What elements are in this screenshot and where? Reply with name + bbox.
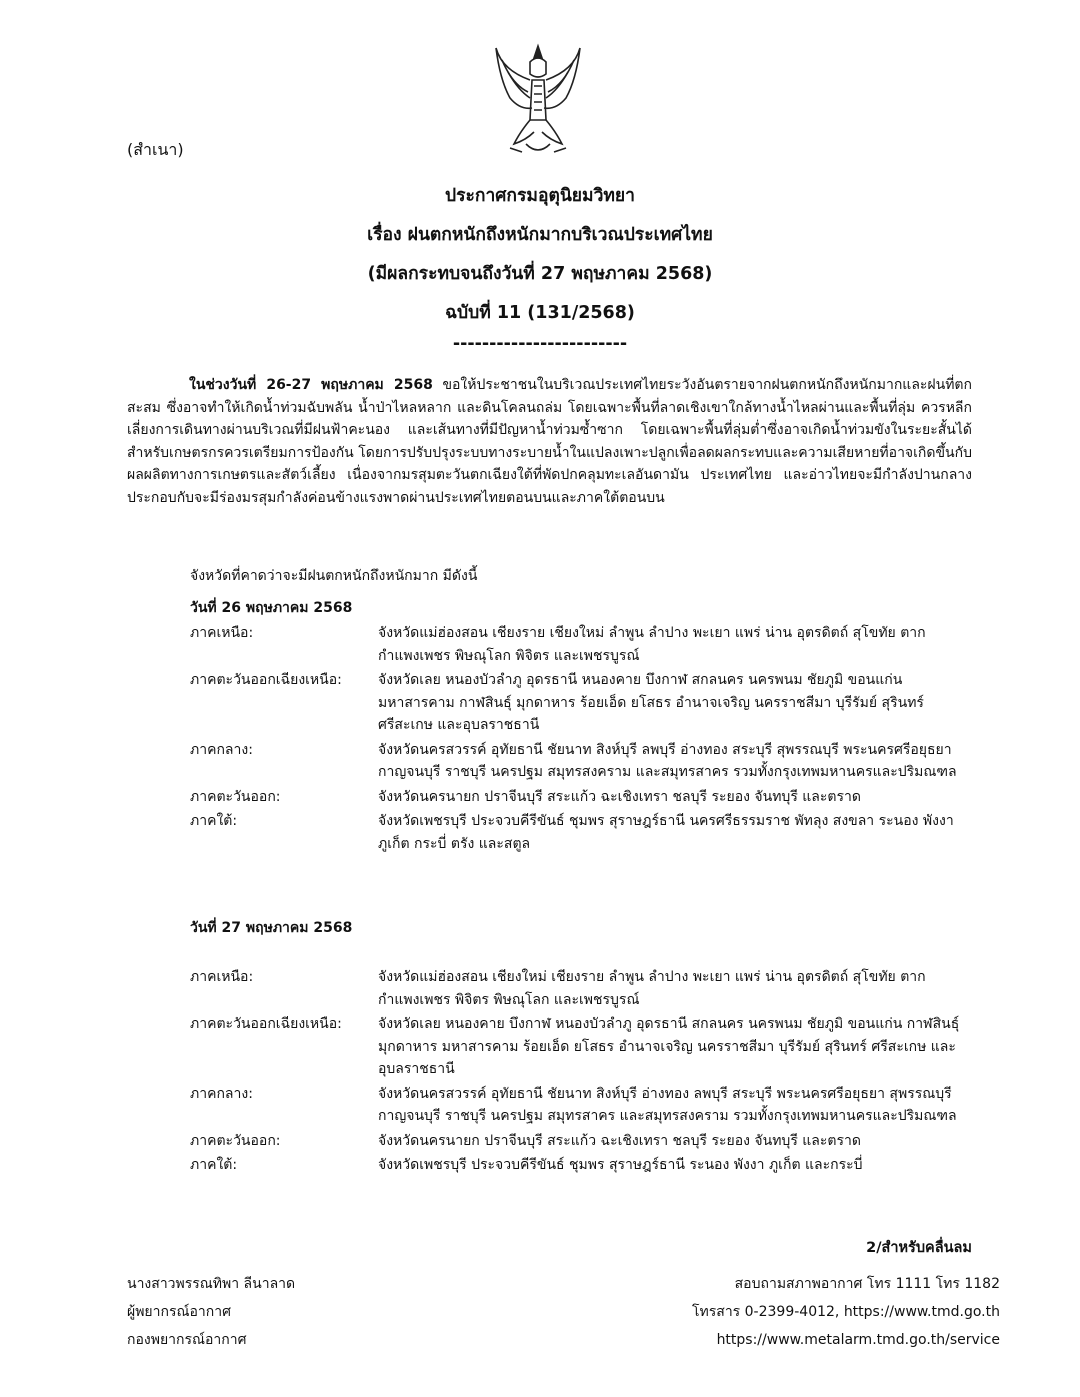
announcement-paragraph: [127, 374, 972, 509]
region-row: [190, 739, 980, 784]
region-row: [190, 966, 980, 1011]
region-name: ภาคใต้:: [190, 813, 238, 829]
title-separator: ------------------------: [452, 334, 628, 354]
region-row: [190, 1013, 980, 1081]
region-name: ภาคตะวันออกเฉียงเหนือ:: [190, 672, 342, 688]
contact-fax-website[interactable]: โทรสาร 0-2399-4012, https://www.tmd.go.th: [692, 1304, 1000, 1320]
provinces-intro: จังหวัดที่คาดว่าจะมีฝนตกหนักถึงหนักมาก มีดังนี้: [190, 568, 478, 584]
contact-service-link[interactable]: https://www.metalarm.tmd.go.th/service: [716, 1332, 1000, 1348]
region-row: [190, 622, 980, 667]
announcement-effective-date: (มีผลกระทบจนถึงวันที่ 27 พฤษภาคม 2568): [367, 264, 713, 284]
copy-label: (สำเนา): [127, 140, 184, 159]
region-name: ภาคเหนือ:: [190, 625, 254, 641]
announcement-issue-number: ฉบับที่ 11 (131/2568): [445, 303, 635, 323]
region-provinces: จังหวัดเพชรบุรี ประจวบคีรีขันธ์ ชุมพร สุราษฎร์ธานี นครศรีธรรมราช พัทลุง สงขลา ระนอง พังงา ภูเก็ต กระบี่ ตรัง และสตูล: [378, 813, 954, 852]
region-provinces: จังหวัดนครสวรรค์ อุทัยธานี ชัยนาท สิงห์บุรี ลพบุรี อ่างทอง สระบุรี สุพรรณบุรี พระนครศรีอยุธยา กาญจนบุรี ราชบุรี นครปฐม สมุทรสงคราม และสมุทรสาคร รวมทั้งกรุงเทพมหานครและปริมณฑล: [378, 741, 957, 780]
region-name: ภาคใต้:: [190, 1157, 238, 1173]
region-row: [190, 1083, 980, 1128]
region-row: [190, 786, 980, 809]
region-name: ภาคตะวันออก:: [190, 788, 281, 805]
region-provinces: จังหวัดเลย หนองบัวลำภู อุดรธานี หนองคาย บึงกาฬ สกลนคร นครพนม ชัยภูมิ ขอนแก่น มหาสารคาม กาฬสินธุ์ มุกดาหาร ร้อยเอ็ด ยโสธร อำนาจเจริญ นครราชสีมา บุรีรัมย์ สุรินทร์ ศรีสะเกษ และอุบลราชธานี: [378, 672, 924, 733]
day-1-date: วันที่ 26 พฤษภาคม 2568: [190, 600, 353, 616]
region-provinces: จังหวัดแม่ฮ่องสอน เชียงราย เชียงใหม่ ลำพูน ลำปาง พะเยา แพร่ น่าน อุตรดิตถ์ สุโขทัย ตาก กำแพงเพชร พิษณุโลก พิจิตร และเพชรบูรณ์: [378, 625, 926, 664]
contact-phone: สอบถามสภาพอากาศ โทร 1111 โทร 1182: [734, 1276, 1000, 1292]
region-name: ภาคกลาง:: [190, 1085, 253, 1102]
region-row: [190, 669, 980, 737]
region-provinces: จังหวัดนครนายก ปราจีนบุรี สระแก้ว ฉะเชิงเทรา ชลบุรี ระยอง จันทบุรี และตราด: [378, 1132, 861, 1149]
garuda-emblem-icon: [490, 40, 586, 160]
day-2-date: วันที่ 27 พฤษภาคม 2568: [190, 920, 353, 936]
region-row: [190, 1130, 980, 1153]
region-row: [190, 1154, 980, 1177]
next-page-reference: 2/สำหรับคลื่นลม: [866, 1240, 972, 1256]
region-name: ภาคกลาง:: [190, 741, 253, 758]
day-1-regions: [190, 622, 980, 857]
forecaster-division: กองพยากรณ์อากาศ: [127, 1332, 247, 1348]
signature-block: [127, 1270, 295, 1354]
forecaster-name: นางสาวพรรณทิพา ลีนาลาด: [127, 1276, 296, 1292]
region-provinces: จังหวัดนครนายก ปราจีนบุรี สระแก้ว ฉะเชิงเทรา ชลบุรี ระยอง จันทบุรี และตราด: [378, 788, 861, 805]
region-name: ภาคเหนือ:: [190, 969, 254, 985]
region-name: ภาคตะวันออก:: [190, 1132, 281, 1149]
region-provinces: จังหวัดแม่ฮ่องสอน เชียงใหม่ เชียงราย ลำพูน ลำปาง พะเยา แพร่ น่าน อุตรดิตถ์ สุโขทัย ตาก กำแพงเพชร พิจิตร พิษณุโลก และเพชรบูรณ์: [378, 969, 926, 1008]
region-provinces: จังหวัดเลย หนองคาย บึงกาฬ หนองบัวลำภู อุดรธานี สกลนคร นครพนม ชัยภูมิ ขอนแก่น กาฬสินธุ์ มุกดาหาร มหาสารคาม ร้อยเอ็ด ยโสธร อำนาจเจริญ นครราชสีมา บุรีรัมย์ สุรินทร์ ศรีสะเกษ และอุบลราชธานี: [378, 1016, 960, 1077]
contact-block: [692, 1270, 1000, 1354]
paragraph-body: ขอให้ประชาชนในบริเวณประเทศไทยระวังอันตรายจากฝนตกหนักถึงหนักมากและฝนที่ตกสะสม ซึ่งอาจทำให้เกิดน้ำท่วมฉับพลัน น้ำป่าไหลหลาก และดินโคลนถล่ม โดยเฉพาะพื้นที่ลาดเชิงเขาใกล้ทางน้ำไหลผ่านและพื้นที่ลุ่ม ควรหลีกเลี่ยงการเดินทางผ่านบริเวณที่มีฝนฟ้าคะนอง และเส้นทางที่มีปัญหาน้ำท่วมซ้ำซาก โดยเฉพาะพื้นที่ลุ่มต่ำซึ่งอาจเกิดน้ำท่วมขังในระยะสั้นได้ สำหรับเกษตรกรควรเตรียมการป้องกัน โดยการปรับปรุงระบบทางระบายน้ำในแปลงเพาะปลูกเพื่อลดผลกระทบและความเสียหายที่อาจเกิดขึ้นกับผลผลิตทางการเกษตรและสัตว์เลี้ยง เนื่องจากมรสุมตะวันตกเฉียงใต้ที่พัดปกคลุมทะเลอันดามัน ประเทศไทย และอ่าวไทยจะมีกำลังปานกลาง ประกอบกับจะมีร่องมรสุมกำลังค่อนข้างแรงพาดผ่านประเทศไทยตอนบนและภาคใต้ตอนบน: [127, 377, 972, 506]
paragraph-lead: ในช่วงวันที่ 26-27 พฤษภาคม 2568: [189, 377, 433, 393]
announcement-title: ประกาศกรมอุตุนิยมวิทยา: [444, 186, 636, 206]
region-provinces: จังหวัดนครสวรรค์ อุทัยธานี ชัยนาท สิงห์บุรี อ่างทอง ลพบุรี สระบุรี พระนครศรีอยุธยา สุพรรณบุรี กาญจนบุรี ราชบุรี นครปฐม สมุทรสาคร และสมุทรสงคราม รวมทั้งกรุงเทพมหานครและปริมณฑล: [378, 1085, 957, 1124]
region-provinces: จังหวัดเพชรบุรี ประจวบคีรีขันธ์ ชุมพร สุราษฎร์ธานี ระนอง พังงา ภูเก็ต และกระบี่: [378, 1157, 863, 1173]
forecaster-role: ผู้พยากรณ์อากาศ: [127, 1304, 231, 1320]
day-2-regions: [190, 966, 980, 1179]
region-name: ภาคตะวันออกเฉียงเหนือ:: [190, 1016, 342, 1032]
region-row: [190, 810, 980, 855]
announcement-subject: เรื่อง ฝนตกหนักถึงหนักมากบริเวณประเทศไทย: [367, 225, 713, 245]
